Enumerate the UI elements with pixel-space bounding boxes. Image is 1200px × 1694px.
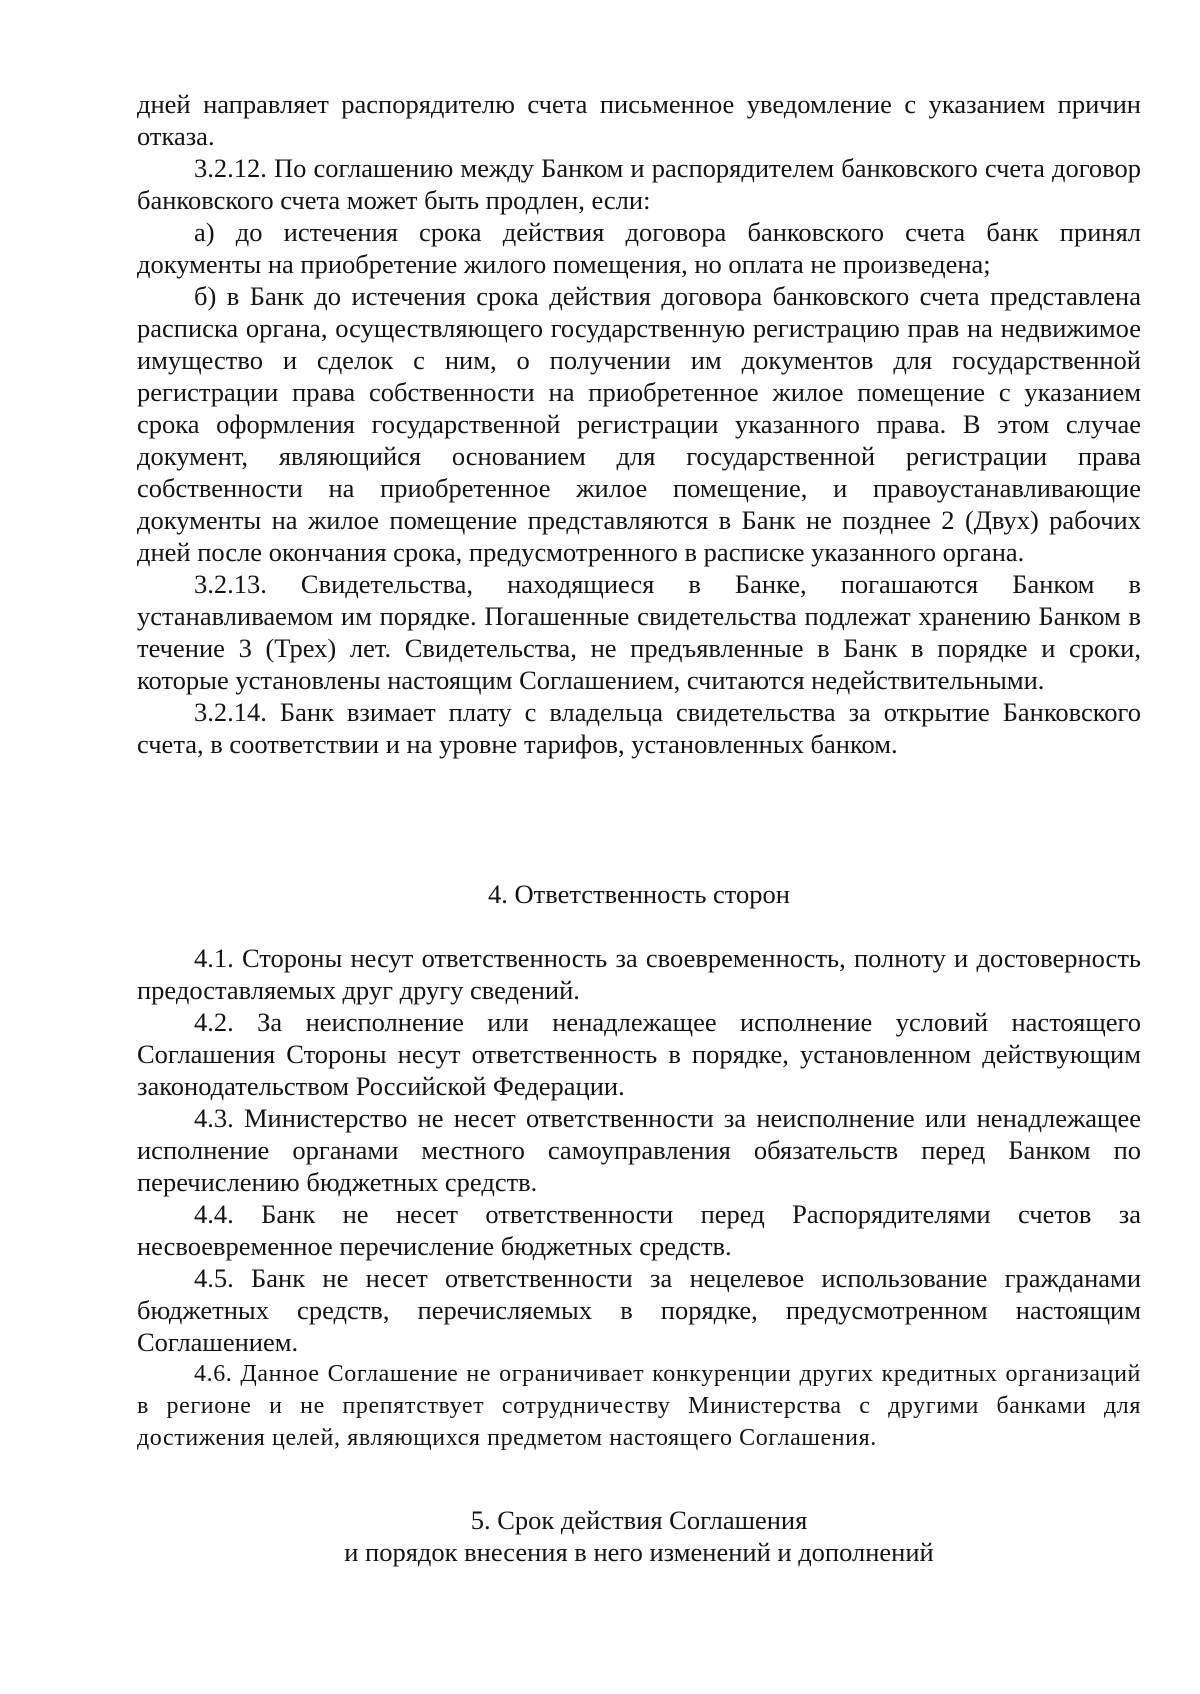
paragraph-3-2-12-a: а) до истечения срока действия договора банковского счета банк принял документы на приобретение жилого помещения, но оплата не произведена; <box>137 217 1141 279</box>
paragraph-3-2-12: 3.2.12. По соглашению между Банком и распорядителем банковского счета договор банковского счета может быть продлен, если: <box>137 153 1141 215</box>
paragraph-4-4: 4.4. Банк не несет ответственности перед Распорядителями счетов за несвоевременное перечисление бюджетных средств. <box>137 1199 1141 1261</box>
paragraph-3-2-14: 3.2.14. Банк взимает плату с владельца свидетельства за открытие Банковского счета, в соответствии и на уровне тарифов, установленных банком. <box>137 697 1141 759</box>
paragraph-3-2-11-continued: дней направляет распорядителю счета письменное уведомление с указанием причин отказа. <box>137 89 1141 151</box>
paragraph-3-2-13: 3.2.13. Свидетельства, находящиеся в Банке, погашаются Банком в устанавливаемом им порядке. Погашенные свидетельства подлежат хранению Банком в течение 3 (Трех) лет. Свидетельства, не предъявленные в Банк в порядке и сроки, которые установлены настоящим Соглашением, считаются недействительными. <box>137 569 1141 695</box>
paragraph-4-6: 4.6. Данное Соглашение не ограничивает конкуренции других кредитных организаций в регионе и не препятствует сотрудничеству Министерства с другими банками для достижения целей, являющихся предметом настоящего Соглашения. <box>137 1361 1141 1451</box>
paragraph-3-2-12-b: б) в Банк до истечения срока действия договора банковского счета представлена расписка органа, осуществляющего государственную регистрацию прав на недвижимое имущество и сделок с ним, о получении им документов для государственной регистрации права собственности на приобретенное жилое помещение с указанием срока оформления государственной регистрации указанного права. В этом случае документ, являющийся основанием для государственной регистрации права собственности на приобретенное жилое помещение, и правоустанавливающие документы на жилое помещение представляются в Банк не позднее 2 (Двух) рабочих дней после окончания срока, предусмотренного в расписке указанного органа. <box>137 281 1141 567</box>
section-4-body <box>137 942 1141 1454</box>
paragraph-4-2: 4.2. За неисполнение или ненадлежащее исполнение условий настоящего Соглашения Стороны несут ответственность в порядке, установленном действующим законодательством Российской Федерации. <box>137 1007 1141 1101</box>
section-3-tail <box>137 88 1141 760</box>
paragraph-4-3: 4.3. Министерство не несет ответственности за неисполнение или ненадлежащее исполнение органами местного самоуправления обязательств перед Банком по перечислению бюджетных средств. <box>137 1103 1141 1197</box>
section-5-heading-line2: и порядок внесения в него изменений и дополнений <box>344 1537 934 1567</box>
section-4-heading: 4. Ответственность сторон <box>488 879 790 909</box>
paragraph-4-1: 4.1. Стороны несут ответственность за своевременность, полноту и достоверность предоставляемых друг другу сведений. <box>137 943 1141 1005</box>
section-5-heading-line1: 5. Срок действия Соглашения <box>470 1505 808 1535</box>
paragraph-4-5: 4.5. Банк не несет ответственности за нецелевое использование гражданами бюджетных средств, перечисляемых в порядке, предусмотренном настоящим Соглашением. <box>137 1263 1141 1357</box>
